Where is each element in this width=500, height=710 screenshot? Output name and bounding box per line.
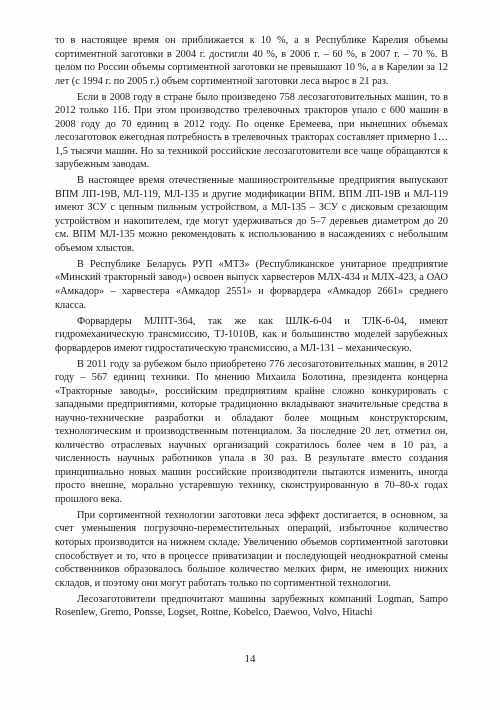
paragraph: Лесозаготовители предпочитают машины зарубежных компаний Logman, Sampo Rosenlew, Gremo, Ponsse, Logset, Rottne, Kobelco, Daewoo, Volvo, Hitachi [55, 593, 448, 619]
paragraph: В 2011 году за рубежом было приобретено 776 лесозаготовительных машин, в 2012 году – 567 единиц техники. По мнению Михаила Болотина, президента концерна «Тракторные заводы», российским предприятиям крайне сложно конкурировать с западными предприятиями, которые традиционно вкладывают значительные средства в научно-технические разработки и обладают более мощным конструкторским, технологическим и производственным потенциалом. За последние 20 лет, отметил он, количество отраслевых научных организаций сократилось более чем в 10 раз, а численность научных работников упала в 30 раз. В результате вместо создания принципиально новых машин российские производители пытаются изменить, иногда просто внешне, морально устаревшую технику, сконструированную в 70–80-х годах прошлого века. [55, 358, 448, 505]
paragraph: При сортиментной технологии заготовки леса эффект достигается, в основном, за счет уменьшения погрузочно-переместительных операций, избыточное количество которых производится на нижнем складе. Увеличению объемов сортиментной заготовки способствует и то, что в процессе приватизации и последующей неоднократной смены собственников образовалось большое количество мелких фирм, не имеющих нижних складов, и поэтому они могут работать только по сортиментной технологии. [55, 509, 448, 589]
paragraph: В Республике Беларусь РУП «МТЗ» (Республиканское унитарное предприятие «Минский тракторный завод») освоен выпуск харвестеров МЛХ-434 и МЛХ-423, а ОАО «Амкадор» – харвестера «Амкадор 2551» и форвардера «Амкадор 2661» среднего класса. [55, 258, 448, 311]
paragraph: то в настоящее время он приближается к 10 %, а в Республике Карелия объемы сортиментной заготовки в 2004 г. достигли 40 %, в 2006 г. – 60 %, в 2007 г. – 70 %. В целом по России объемы сортиментной заготовки не превышают 10 %, а в Карелии за 12 лет (с 1994 г. по 2005 г.) объем сортиментной заготовки леса вырос в 21 раз. [55, 35, 448, 87]
paragraph: В настоящее время отечественные машиностроительные предприятия выпускают ВПМ ЛП-19В, МЛ-119, МЛ-135 и другие модификации ВПМ. ВПМ ЛП-19В и МЛ-119 имеют ЗСУ с цепным пильным устройством, а МЛ-135 – ЗСУ с дисковым срезающим устройством и накопителем, где могут удерживаться до 5–7 деревьев диаметром до 20 см. ВПМ МЛ-135 можно рекомендовать к использованию в насаждениях с небольшим объемом хлыстов. [55, 175, 448, 254]
page-number: 14 [244, 653, 256, 665]
body-text [55, 34, 448, 620]
paragraph: Форвардеры МЛПТ-364, так же как ШЛК-6-04 и ТЛК-6-04, имеют гидромеханическую трансмиссию, TJ-1010В, как и большинство моделей зарубежных форвардеров имеют гидростатическую трансмиссию, а МЛ-131 – механическую. [55, 315, 448, 354]
paragraph: Если в 2008 году в стране было произведено 758 лесозаготовительных машин, то в 2012 только 116. При этом производство трелевочных тракторов упало с 600 машин в 2008 году до 70 единиц в 2012 году. По оценке Еремеева, при нынешних объемах лесозаготовок ежегодная потребность в трелевочных тракторах составляет примерно 1…1,5 тысячи машин. Но за техникой российские лесозаготовители все чаще обращаются к зарубежным заводам. [55, 91, 448, 171]
